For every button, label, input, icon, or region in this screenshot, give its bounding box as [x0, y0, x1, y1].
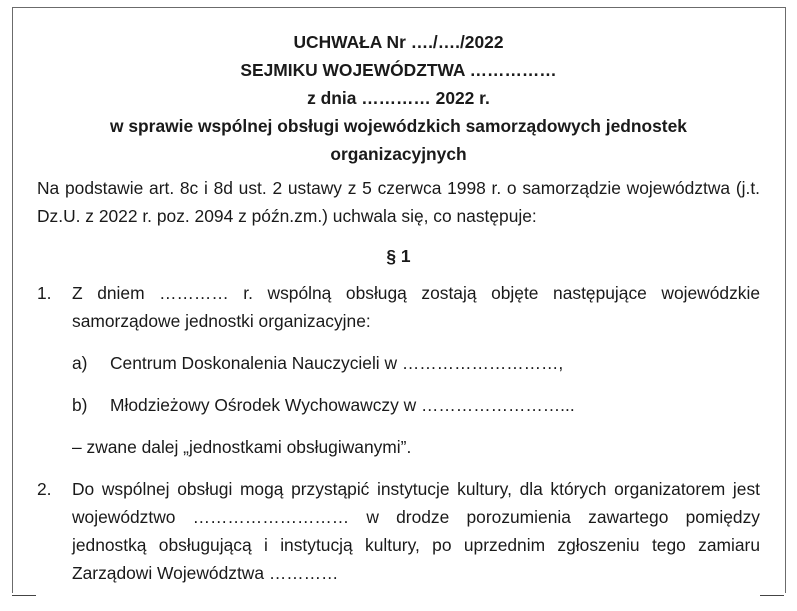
- list-item-text: Do wspólnej obsługi mogą przystąpić instytucje kultury, dla których organizatorem jest województwo ……………………… w drodze porozumienia zawartego pomiędzy jednostką obsługującą i instytucją kultury, po uprzednim zgłoszeniu tego zamiaru Zarządowi Województwa …………: [72, 479, 760, 583]
- bottom-left-border-mark: [12, 595, 36, 596]
- paragraph-mark: § 1: [386, 246, 411, 266]
- bottom-right-border-mark: [760, 595, 784, 596]
- list-item-2: [37, 475, 760, 587]
- resolution-document: [37, 28, 760, 587]
- resolution-number: UCHWAŁA Nr …./…./2022: [293, 32, 504, 52]
- subitem-b: [37, 391, 760, 419]
- resolution-subject: w sprawie wspólnej obsługi wojewódzkich samorządowych jednostek: [110, 116, 687, 136]
- subitem-a: [37, 349, 760, 377]
- subitem-letter: b): [72, 395, 88, 415]
- resolution-date: z dnia ………… 2022 r.: [307, 88, 490, 108]
- list-item-1: [37, 279, 760, 335]
- subitem-text: Centrum Doskonalenia Nauczycieli w ………………………,: [110, 353, 564, 373]
- legal-basis: Na podstawie art. 8c i 8d ust. 2 ustawy z 5 czerwca 1998 r. o samorządzie województwa (j.t. Dz.U. z 2022 r. poz. 2094 z późn.zm.) uchwala się, co następuje:: [37, 178, 760, 226]
- resolution-heading: [37, 28, 760, 168]
- list-item-text: Z dniem ………… r. wspólną obsługą zostają objęte następujące wojewódzkie samorządowe jednostki organizacyjne:: [72, 283, 760, 331]
- list-item-number: 2.: [37, 479, 52, 499]
- issuing-body: SEJMIKU WOJEWÓDZTWA ……………: [240, 60, 557, 80]
- defined-term-note: – zwane dalej „jednostkami obsługiwanymi”.: [72, 437, 412, 457]
- list-item-number: 1.: [37, 283, 52, 303]
- subitem-letter: a): [72, 353, 88, 373]
- subitem-text: Młodzieżowy Ośrodek Wychowawczy w ……………………...: [110, 395, 575, 415]
- resolution-subject-continued: organizacyjnych: [330, 144, 467, 164]
